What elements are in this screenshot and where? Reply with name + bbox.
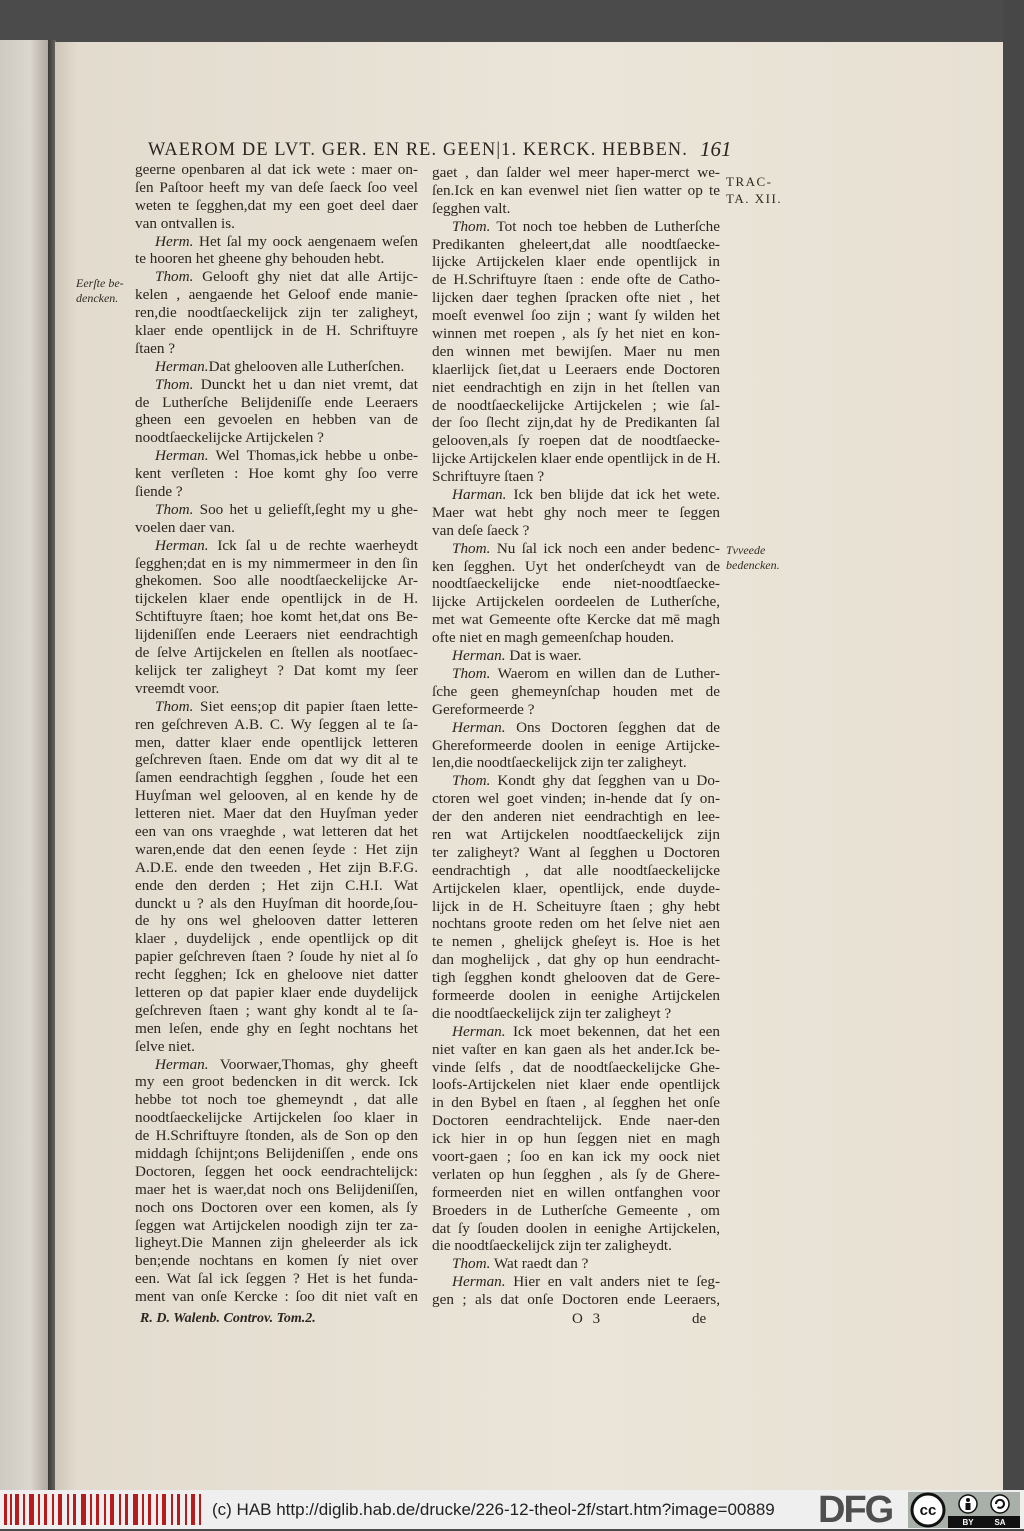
speaker-name: Herman. — [452, 1273, 506, 1291]
speech-text: Hier en valt anders niet te ſeg- — [505, 1273, 720, 1291]
text-line — [432, 218, 720, 236]
text-line: geſchreven ſtaen. Ende om dat wy dit al te — [135, 751, 418, 769]
margin-note-tractate — [726, 173, 782, 207]
text-line: formeerden niet en willen ontfanghen voor — [432, 1183, 720, 1201]
text-line: klaer , duydelijck , ende opentlijck op dit — [135, 930, 418, 948]
barcode-stripe — [142, 1494, 144, 1525]
speech-text: Dat is waer. — [505, 647, 582, 665]
barcode-stripe — [110, 1494, 114, 1525]
text-line: weten te ſegghen,dat my een goet deel daer — [135, 196, 418, 214]
barcode-stripe — [10, 1494, 12, 1525]
license-by: BY — [962, 1518, 974, 1527]
barcode-stripe — [38, 1494, 40, 1525]
text-line — [135, 537, 418, 555]
text-line: dunckt u ? als den Huyſman dit hoorde,ſou- — [135, 894, 418, 912]
text-line: der den anderen niet eendrachtigh en lee- — [432, 808, 720, 826]
catchword: de — [692, 1311, 707, 1327]
text-line: de Lutherſche Belijdeniſſe ende Leeraers — [135, 393, 418, 411]
text-line: klaer ende opentlijck in de H. Schriftuyre — [135, 322, 418, 340]
text-line: ende den derden ; Het zijn C.H.I. Wat — [135, 876, 418, 894]
speech-text: Dat ghelooven alle Lutherſchen. — [208, 357, 405, 375]
barcode-stripe — [177, 1494, 180, 1525]
text-line: nochtans groote reden om het ſelve niet aen — [432, 915, 720, 933]
text-line: Schriftuyre ſtaen ? — [432, 468, 545, 486]
text-line: geerne openbaren al dat ick wete : maer on- — [135, 161, 418, 178]
text-line: vinde ſelfs , dat de noodtſaeckelijcke Ghe- — [432, 1058, 720, 1076]
text-line: de noodtſaeckelijcke Artijckelen ; wie ſal- — [432, 396, 720, 414]
cc-by-sa-icon — [908, 1492, 1020, 1528]
margin-note-right — [726, 543, 780, 573]
barcode-stripe — [81, 1494, 86, 1525]
barcode-stripe — [191, 1494, 195, 1525]
text-line: kelen , aengaende het Geloof ende manie- — [135, 286, 418, 304]
text-line: men, datter klaer ende opentlijck letteren — [135, 733, 418, 751]
speaker-name: Herman. — [155, 1055, 209, 1073]
barcode-stripe — [90, 1494, 92, 1525]
text-line: van ontvallen is. — [135, 214, 235, 232]
text-line — [432, 647, 720, 665]
text-line — [432, 772, 720, 790]
speaker-name: Herman. — [155, 447, 209, 465]
speech-text: Wat raedt dan ? — [490, 1255, 589, 1273]
text-line: ſelve niet. — [135, 1037, 195, 1055]
previous-page-edge — [0, 40, 50, 1490]
text-line: niet eendrachtigh en zijn in het ſtellen van — [432, 378, 720, 396]
text-line: tijckelen klaer ende opentlijck in de H. — [135, 590, 418, 608]
speech-text: Ick ben blijde dat ick het wete. — [506, 486, 720, 504]
text-line: ſiende ? — [135, 483, 183, 501]
speaker-name: Thom. — [452, 664, 491, 682]
text-line: ment van onſe Kercke : ſoo dit niet vaſt en — [135, 1288, 418, 1306]
margin-note-line: Tvveede — [726, 543, 766, 557]
barcode-stripe — [156, 1494, 158, 1525]
text-line — [432, 1273, 720, 1291]
text-line: Schtiftuyre ſtaen; hoe komt het,dat ons Be- — [135, 608, 418, 626]
text-line: dan moghelijck , dat ghy op hun eendracht- — [432, 951, 720, 969]
margin-note-line: Eerſte be- — [76, 276, 124, 290]
text-line: dat ſy ſouden doolen in eenighe Artijckelen, — [432, 1219, 720, 1237]
text-line: kelijck ter zaligheyt ? Dat komt my ſeer — [135, 661, 418, 679]
margin-note-line: TA. XII. — [726, 191, 783, 206]
text-line: A.D.E. ende den tweeden , Het zijn B.F.G. — [135, 858, 418, 876]
text-line: gheen een gevoelen en hebben van de — [135, 411, 418, 429]
by-person-body — [966, 1503, 971, 1510]
speaker-name: Herman. — [452, 718, 506, 736]
text-line: ſegghen valt. — [432, 199, 511, 217]
speaker-name: Thom. — [452, 539, 491, 557]
text-column-right — [432, 164, 720, 1309]
license-sa: SA — [994, 1518, 1006, 1527]
hab-barcode-logo — [0, 1490, 206, 1529]
viewer-footer — [0, 1490, 1024, 1529]
barcode-stripe — [185, 1494, 187, 1525]
speech-text: Gelooft ghy niet dat alle Artijc- — [193, 268, 418, 286]
barcode-stripe — [171, 1494, 173, 1525]
speech-text: Dunckt het u dan niet vremt, dat — [193, 375, 418, 393]
text-line: verlaten op hun ſegghen , als ſy de Ghere- — [432, 1165, 720, 1183]
barcode-stripe — [23, 1494, 25, 1525]
text-line: lijcke Artijckelen klaer ende opentlijck in de H. — [432, 450, 721, 468]
text-line: lijcke Artijckelen klaer ende opentlijck in — [432, 253, 720, 271]
text-line: in den Bybel en ſtaen , al ſegghen het onſe — [432, 1094, 720, 1112]
text-line: ſen.Ick en kan evenwel niet ſien watter op te — [432, 181, 720, 199]
text-line: die noodtſaeckelijck zijn ter zaligheydt. — [432, 1237, 672, 1255]
text-line — [432, 1255, 720, 1273]
barcode-stripe — [4, 1494, 7, 1525]
barcode-stripe — [199, 1494, 201, 1525]
speaker-name: Thom. — [155, 268, 194, 286]
barcode-stripe — [162, 1494, 166, 1525]
text-column-left — [135, 161, 418, 1306]
text-line: niet vaſter en kan gaen als het ander.Ick be- — [432, 1040, 720, 1058]
text-line: voelen daer van. — [135, 518, 235, 536]
speech-text: Siet eens;op dit papier ſtaen lette- — [193, 697, 418, 715]
text-line: van deſe ſaeck ? — [432, 521, 530, 539]
text-line: Broeders in de Lutherſche Gemeente , om — [432, 1201, 720, 1219]
speaker-name: Herman. — [155, 357, 209, 375]
text-line: formeerde doolen in eenighe Artijckelen — [432, 986, 720, 1004]
text-line: noodtſaeckelijcke Artijckelen ſoo klaer in — [135, 1109, 418, 1127]
text-line: ſche geen ghemeynſchap houden met de — [432, 682, 720, 700]
text-line: Gereformeerde ? — [432, 700, 535, 718]
barcode-stripe — [15, 1494, 19, 1525]
barcode-stripe — [148, 1494, 151, 1525]
text-line — [135, 376, 418, 394]
text-line: ghekomen. Soo alle noodtſaeckelijcke Ar- — [135, 572, 418, 590]
speaker-name: Thom. — [452, 772, 491, 790]
speaker-name: Herman. — [452, 647, 506, 665]
text-line: noch ons Doctoren over een komen, als ſy — [135, 1198, 418, 1216]
text-line: lijck in de H. Scheituyre ſtaen ; ghy hebt — [432, 897, 720, 915]
text-line: eendrachtigh , dat alle noodtſaeckelijcke — [432, 861, 720, 879]
text-line: de hy ons wel ghelooven datter letteren — [135, 912, 418, 930]
text-line: men leſen, ende ghy en ſeght nochtans het — [135, 1019, 418, 1037]
text-line: ctoren wel goet vinden; in-hende dat ſy on- — [432, 790, 720, 808]
text-line: kent verſleten : Hoe komt ghy ſoo verre — [135, 465, 418, 483]
text-line: ren wat Artijckelen noodtſaeckelijck zijn — [432, 825, 720, 843]
margin-note-left — [76, 276, 124, 306]
text-line: gelooven,als ſy roepen dat de noodtſaecke- — [432, 432, 720, 450]
speaker-name: Thom. — [155, 500, 194, 518]
speaker-name: Thom. — [155, 375, 194, 393]
speech-text: Ons Doctoren ſegghen dat de — [505, 718, 720, 736]
text-line: maer het is waer,dat noch ons Belijdeniſſen, — [135, 1180, 418, 1198]
text-line — [135, 268, 418, 286]
text-line: te hooren het gheene ghy behouden hebt. — [135, 250, 385, 268]
speech-text: Waerom en willen dan de Luther- — [490, 664, 720, 682]
speech-text: Ick moet bekennen, dat het een — [505, 1022, 720, 1040]
text-line: waren,ende dat den eenen ſeyde : Het zijn — [135, 840, 418, 858]
speech-text: Voorwaer,Thomas, ghy gheeft — [208, 1055, 418, 1073]
cc-badge-bottom-bar — [948, 1516, 1020, 1528]
text-line: die noodtſaeckelijck zijn ter zaligheyt ? — [432, 1004, 672, 1022]
signature-mark: O 3 — [572, 1311, 604, 1327]
text-line: hebbe tot noch toe ghemeyndt , dat alle — [135, 1091, 418, 1109]
text-line — [135, 233, 418, 251]
by-person-head — [966, 1498, 970, 1502]
text-line: de ſelve Artijckelen en ſtellen als nootſaec- — [135, 644, 418, 662]
text-line: moeſt evenwel ſoo zijn ; want ſy wilden het — [432, 307, 720, 325]
text-line: vreemdt voor. — [135, 679, 220, 697]
barcode-stripe — [44, 1494, 47, 1525]
text-line — [432, 1023, 720, 1041]
text-line — [432, 719, 720, 737]
sa-share-icon — [991, 1495, 1009, 1513]
text-line — [135, 447, 418, 465]
text-line: my een groot bedencken in dit werck. Ick — [135, 1073, 418, 1091]
text-line: te nemen , ghelijck gheſeyt is. Hoe is het — [432, 933, 720, 951]
speech-text: Het ſal my oock aengenaem weſen — [193, 232, 418, 250]
text-line: noodtſaeckelijcke ende niet-noodtſaecke- — [432, 575, 720, 593]
text-line: ofte niet en magh gemeenſchap houden. — [432, 629, 675, 647]
cc-mark: cc — [919, 1502, 937, 1519]
speech-text: Soo het u geliefſt,ſeght my u ghe- — [193, 500, 418, 518]
text-line: ren,die noodtſaeckelijck zijn ter zaligheyt, — [135, 304, 418, 322]
text-line: winnen met roepen , als ſy het niet en kon- — [432, 325, 720, 343]
speaker-name: Thom. — [155, 697, 194, 715]
text-line: lijcke Artijckelen oordeelen de Lutherſche, — [432, 593, 720, 611]
barcode-stripe — [125, 1494, 128, 1525]
text-line: ligheyt.Die Mannen zijn gheleerder als ick — [135, 1234, 418, 1252]
text-line — [432, 540, 720, 558]
text-line: len,die noodtſaeckelijck zijn ter zaligheyt. — [432, 754, 687, 772]
text-line: gaet , dan ſalder wel meer haper-merct we- — [432, 164, 720, 181]
speaker-name: Herman. — [452, 1022, 506, 1040]
text-line: klaerlijck ſiet,dat u Leeraers ende Doctoren — [432, 360, 720, 378]
copyright-url-text: (c) HAB http://diglib.hab.de/drucke/226-12-theol-2f/start.htm?image=00889 — [212, 1500, 775, 1519]
margin-note-line: dencken. — [76, 291, 119, 305]
text-line: loofs-Artijckelen niet klaer ende opentlijck — [432, 1076, 720, 1094]
text-line: Ghereformeerde doolen in eenige Artijcke- — [432, 736, 720, 754]
text-line: recht ſegghen; Ick en gheloove niet datter — [135, 966, 418, 984]
barcode-stripe — [133, 1494, 138, 1525]
scan-background-edge — [1003, 0, 1024, 1490]
text-line: ken ſegghen. Uyt het onderſcheydt van de — [432, 557, 720, 575]
speaker-name: Thom. — [452, 217, 491, 235]
barcode-stripe — [104, 1494, 106, 1525]
text-line: de H.Schriftuyre ſtonden, als de Son op den — [135, 1127, 418, 1145]
text-line — [432, 486, 720, 504]
barcode-stripe — [96, 1494, 99, 1525]
text-line: Predikanten gheleert,dat alle noodtſaecke- — [432, 235, 720, 253]
text-line: ſtaen ? — [135, 339, 176, 357]
margin-note-line: TRAC- — [726, 174, 773, 189]
text-line: letteren niet. Maer dat den Huyſman yeder — [135, 805, 418, 823]
speech-text: Ick ſal u de rechte waerheydt — [208, 536, 418, 554]
barcode-stripe — [119, 1494, 121, 1525]
text-line: lijcken daer teghen ſpracken ofte niet , het — [432, 289, 720, 307]
text-line: gen ; als dat onſe Doctoren ende Leeraers, — [432, 1291, 720, 1309]
page-number: 161 — [700, 137, 732, 161]
text-line: noodtſaeckelijcke Artijckelen ? — [135, 429, 324, 447]
text-line: een van ons vraeghde , wat letteren dat het — [135, 822, 418, 840]
barcode-stripe — [73, 1494, 76, 1525]
text-line: de H.Schriftuyre ſtaen : ende ofte de Catho- — [432, 271, 720, 289]
text-line: Doctoren, ſeggen het oock eendrachtelijck: — [135, 1162, 418, 1180]
barcode-stripe — [58, 1494, 62, 1525]
text-line: ſamen eendrachtigh ſegghen , ſoude het een — [135, 769, 418, 787]
text-line: Maer wat hebt ghy noch meer te ſeggen — [432, 503, 720, 521]
text-line: middagh ſchijnt;ons Belijdeniſſen , ende ons — [135, 1144, 418, 1162]
signature-note: R. D. Walenb. Controv. Tom.2. — [140, 1311, 316, 1326]
text-line — [135, 1056, 418, 1074]
text-line: ren geſchreven A.B. C. Wy ſeggen al te ſa- — [135, 715, 418, 733]
speaker-name: Herm. — [155, 232, 194, 250]
text-line: met wat Gemeente ofte Kercke dat mē magh — [432, 611, 720, 629]
text-line — [432, 665, 720, 683]
text-line: geſchreven ſtaen ; want ghy kondt al te ſa- — [135, 1001, 418, 1019]
text-line: der ſoo ſlecht zijn,dat hy de Predikanten ſal — [432, 414, 720, 432]
text-line: papier geſchreven ſtaen ? ſoude hy niet al ſo — [135, 948, 418, 966]
text-line: ſegghen;dat en is my nimmermeer in den ſin — [135, 554, 418, 572]
margin-note-line: bedencken. — [726, 558, 780, 572]
text-line: ick hier in op hun ſeggen niet en magh — [432, 1130, 720, 1148]
text-line: ter zaligheyt? Want al ſegghen u Doctoren — [432, 843, 720, 861]
barcode-stripe — [29, 1494, 34, 1525]
text-line: voort-gaen ; ſoo en kan ick my oock niet — [432, 1147, 720, 1165]
text-line: tigh ſegghen kondt ghelooven dat de Gere- — [432, 969, 720, 987]
text-line: ben;ende nochtans en komen ſy niet over — [135, 1252, 418, 1270]
speech-text: Tot noch toe hebben de Lutherſche — [490, 217, 720, 235]
dfg-logo: DFG — [818, 1489, 893, 1531]
text-line: Artijckelen klaer, opentlijck, ende duyde- — [432, 879, 720, 897]
speaker-name: Thom. — [452, 1255, 491, 1273]
speaker-name: Harman. — [452, 486, 507, 504]
text-line: letteren op dat papier klaer ende duydelijck — [135, 983, 418, 1001]
speech-text: Kondt ghy dat ſegghen van u Do- — [490, 772, 720, 790]
text-line: lijdeniſſen ende Leeraers niet eendrachtigh — [135, 626, 418, 644]
barcode-stripe — [52, 1494, 54, 1525]
text-line: Doctoren eendrachtelijck. Ende naer-den — [432, 1112, 720, 1130]
barcode-stripe — [67, 1494, 69, 1525]
text-line: ſeggen wat Artijckelen noodigh zijn ter za- — [135, 1216, 418, 1234]
speech-text: Wel Thomas,ick hebbe u onbe- — [208, 447, 418, 465]
running-title: WAEROM DE LVT. GER. EN RE. GEEN|1. KERCK. HEBBEN. — [148, 139, 688, 160]
text-line: Huyſman wel gelooven, al en kende hy de — [135, 787, 418, 805]
text-line: een. Wat ſal ick ſeggen ? Het is het funda- — [135, 1270, 418, 1288]
text-line — [135, 358, 418, 376]
speech-text: Nu ſal ick noch een ander bedenc- — [490, 539, 720, 557]
text-line — [135, 501, 418, 519]
text-line: ſen Paſtoor heeft my van deſe ſaeck ſoo veel — [135, 178, 418, 196]
text-line — [135, 698, 418, 716]
speaker-name: Herman. — [155, 536, 209, 554]
text-line: den winnen met bewijſen. Maer nu men — [432, 342, 720, 360]
